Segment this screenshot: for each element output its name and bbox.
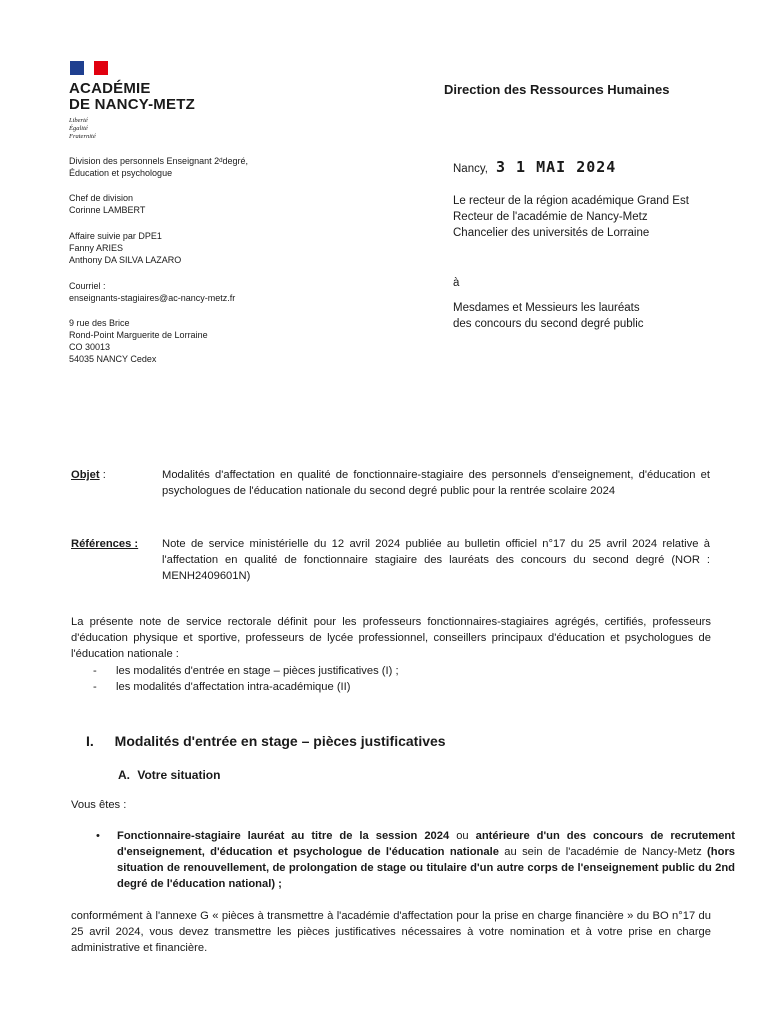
date-stamp: 3 1 MAI 2024 — [495, 158, 617, 176]
closing-paragraph: conformément à l'annexe G « pièces à transmettre à l'académie d'affectation pour la prise en charge financière » du BO n°17 du 25 avril 2024, vous devez transmettre les pièces justificatives nécessaires à votre nomination et à votre prise en charge administrative et financière. — [71, 910, 711, 954]
division-name: Division des personnels Enseignant 2ᵈdegré, Éducation et psychologue — [69, 156, 249, 178]
vous-etes: Vous êtes : — [71, 799, 127, 811]
affaire-suivie: Affaire suivie par DPE1 Fanny ARIES Anthony DA SILVA LAZARO — [69, 231, 182, 265]
subsection-heading: A. Votre situation — [118, 768, 221, 782]
republique-francaise-flag — [70, 61, 112, 75]
courriel-address: enseignants-stagiaires@ac-nancy-metz.fr — [69, 293, 236, 303]
intro-list — [91, 663, 691, 695]
chef-division: Chef de division Corinne LAMBERT — [69, 193, 146, 215]
postal-address: 9 rue des Brice Rond-Point Marguerite de Lorraine CO 30013 54035 NANCY Cedex — [69, 318, 208, 364]
section-heading: I. Modalités d'entrée en stage – pièces justificatives — [86, 733, 446, 749]
intro-paragraph: La présente note de service rectorale définit pour les professeurs fonctionnaires-stagiaires agrégés, certifiés, professeurs d'éducation physique et sportive, professeurs de lycée professionnel, conseillers principaux d'éducation et psychologues de l'éducation nationale : — [71, 616, 711, 660]
references-label: Références : — [71, 538, 139, 550]
dateline — [453, 158, 616, 176]
list-item: - les modalités d'affectation intra-académique (II) — [91, 679, 691, 695]
recipient-a: à — [453, 277, 460, 289]
academie-logo-name: ACADÉMIE DE NANCY-METZ — [69, 80, 195, 113]
department-title: Direction des Ressources Humaines — [444, 82, 670, 97]
author-block: Le recteur de la région académique Grand Est Recteur de l'académie de Nancy-Metz Chancelier des universités de Lorraine — [453, 195, 689, 239]
objet-label: Objet : — [71, 469, 106, 481]
situation-bullet: • Fonctionnaire-stagiaire lauréat au titre de la session 2024 ou antérieure d'un des concours de recrutement d'enseignement, d'éducation et psychologue de l'éducation nationale au sein de l'académie de Nancy-Metz (hors situation de renouvellement, de prolongation de stage ou titulaire d'un autre corps de l'enseignement public du 2nd degré de l'éducation national) ; — [93, 828, 735, 892]
recipient-block: Mesdames et Messieurs les lauréats des concours du second degré public — [453, 302, 644, 330]
objet-text: Modalités d'affectation en qualité de fonctionnaire-stagiaire des personnels d'enseignement, d'éducation et psychologues de l'éducation nationale du second degré public pour la rentrée scolaire 2024 — [162, 469, 710, 497]
republique-motto: Liberté Égalité Fraternité — [69, 117, 96, 140]
list-item: - les modalités d'entrée en stage – pièces justificatives (I) ; — [91, 663, 691, 679]
courriel-block: Courriel : enseignants-stagiaires@ac-nancy-metz.fr — [69, 281, 236, 303]
dateline-city: Nancy, — [453, 163, 488, 175]
references-text: Note de service ministérielle du 12 avril 2024 publiée au bulletin officiel n°17 du 25 avril 2024 relative à l'affectation en qualité de fonctionnaire stagiaire des lauréats des concours du second degré (NOR : MENH2409601N) — [162, 538, 710, 582]
